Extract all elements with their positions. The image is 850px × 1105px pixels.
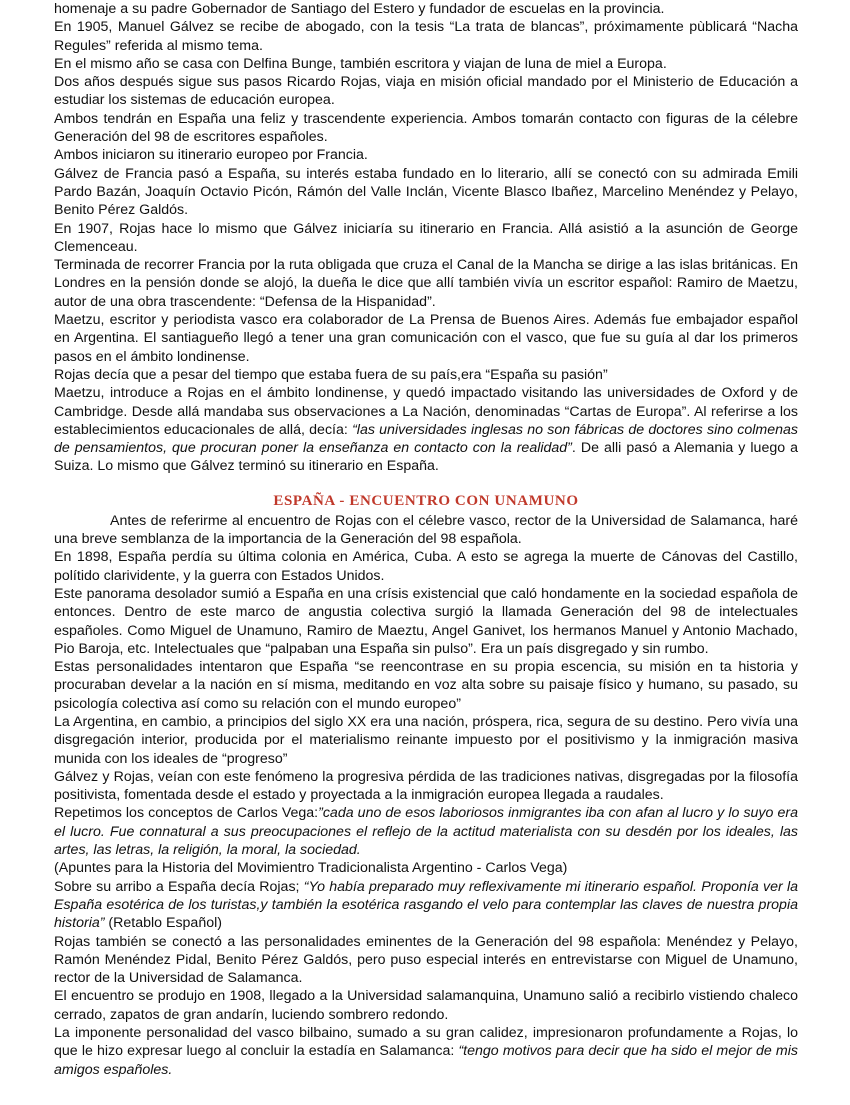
section-heading: ESPAÑA - ENCUENTRO CON UNAMUNO — [273, 492, 579, 509]
text-run: La imponente personalidad del vasco bilbaino, sumado a su gran calidez, impresionaron profundamente a Rojas, lo que le hizo expresar luego al concluir la estadía en Salamanca: — [54, 1025, 798, 1060]
document-page — [54, 0, 798, 1079]
paragraph: En el mismo año se casa con Delfina Bunge, también escritora y viajan de luna de miel a Europa. — [54, 55, 667, 72]
paragraph — [54, 1024, 798, 1079]
paragraph: Rojas decía que a pesar del tiempo que estaba fuera de su país,era “España su pasión” — [54, 366, 608, 383]
paragraph: Maetzu, escritor y periodista vasco era colaborador de La Prensa de Buenos Aires. Además fue embajador español en Argentina. El santiagueño llegó a tener una gran comunicación con el vasco, que fue su guía al dar los primeros pasos en el ámbito londinense. — [54, 312, 798, 365]
text-run: (Retablo Español) — [104, 915, 222, 932]
text-run: . De alli pasó a Alemania y luego a Suiza. Lo mismo que Gálvez terminó su itinerario en España. — [54, 440, 798, 475]
paragraph: Este panorama desolador sumió a España en una crísis existencial que caló hondamente en la sociedad española de entonces. Dentro de este marco de angustia colectiva surgió la llamada Generación del 98 de intelectuales españoles. Como Miguel de Unamuno, Ramiro de Maeztu, Angel Ganivet, los hermanos Manuel y Antonio Machado, Pio Baroja, etc. Intelectuales que “palpaban una España sin pulso”. Era un país disgregado y sin rumbo. — [54, 585, 798, 657]
paragraph: Antes de referirme al encuentro de Rojas con el célebre vasco, rector de la Universidad de Salamanca, haré una breve semblanza de la importancia de la Generación del 98 española. — [54, 512, 798, 548]
paragraph — [54, 384, 798, 475]
text-run: Repetimos los conceptos de Carlos Vega: — [54, 805, 319, 822]
paragraph: En 1907, Rojas hace lo mismo que Gálvez iniciaría su itinerario en Francia. Allá asistió a la asunción de George Clemenceau. — [54, 220, 798, 255]
paragraph: La Argentina, en cambio, a principios del siglo XX era una nación, próspera, rica, segura de su destino. Pero vivía una disgregación interior, producida por el materialismo reinante impuesto por el positivismo y la inmigración masiva munida con los ideales de “progreso” — [54, 713, 798, 767]
paragraph: En 1905, Manuel Gálvez se recibe de abogado, con la tesis “La trata de blancas”, próximamente pùblicará “Nacha Regules” referida al mismo tema. — [54, 19, 798, 54]
paragraph: homenaje a su padre Gobernador de Santiago del Estero y fundador de escuelas en la provincia. — [54, 1, 665, 17]
paragraph — [54, 804, 798, 859]
paragraph — [54, 878, 798, 933]
text-run: Maetzu, introduce a Rojas en el ámbito londinense, y quedó impactado visitando las universidades de Oxford y de Cambridge. Desde allá mandaba sus observaciones a La Nación, denominadas “Cartas de Europa”. Al referirse a los establecimientos educacionales de allá, decía: — [54, 385, 798, 438]
paragraph: En 1898, España perdía su última colonia en América, Cuba. A esto se agrega la muerte de Cánovas del Castillo, polítido clarividente, y la guerra con Estados Unidos. — [54, 549, 798, 584]
citation: (Apuntes para la Historia del Movimientro Tradicionalista Argentino - Carlos Vega) — [54, 860, 568, 877]
paragraph: El encuentro se produjo en 1908, llegado a la Universidad salamanquina, Unamuno salió a recibirlo vistiendo chaleco cerrado, zapatos de gran andarín, luciendo sombrero redondo. — [54, 988, 798, 1023]
paragraph: Gálvez de Francia pasó a España, su interés estaba fundado en lo literario, allí se conectó con su admirada Emili Pardo Bazán, Joaquín Octavio Picón, Rámón del Valle Inclán, Vicente Blasco Ibañez, Marcelino Menéndez y Pelayo, Benito Pérez Galdós. — [54, 165, 798, 219]
italic-quote: ”cada uno de esos laboriosos inmigrantes iba con afan al lucro y lo suyo era el lucro. Fue connatural a sus preocupaciones el reflejo de la actitud materialista con su desdén por los ideales, las artes, las letras, la religión, la moral, la sociedad. — [54, 805, 798, 859]
paragraph: Estas personalidades intentaron que España “se reencontrase en su propia escencia, su misión en ta historia y procuraban develar a la nación en sí misma, meditando en voz alta sobre su paisaje físico y humano, su pasado, su psicología colectiva así como su relación con el mundo europeo” — [54, 659, 798, 712]
paragraph: Ambos tendrán en España una feliz y trascendente experiencia. Ambos tomarán contacto con figuras de la célebre Generación del 98 de escritores españoles. — [54, 110, 798, 146]
paragraph: Dos años después sigue sus pasos Ricardo Rojas, viaja en misión oficial mandado por el Ministerio de Educación a estudiar los sistemas de educación europea. — [54, 74, 798, 109]
italic-quote: “Yo había preparado muy reflexivamente mi itinerario español. Proponía ver la España esotérica de los turistas,y también la esotérica rasgando el velo para contemplar las claves de nuestra propia historia” — [54, 878, 798, 932]
italic-quote: “tengo motivos para decir que ha sido el mejor de mis amigos españoles. — [54, 1043, 798, 1078]
italic-quote: “las universidades inglesas no son fábricas de doctores sino colmenas de pensamientos, que procuran poner la enseñanza en contacto con la realidad” — [54, 421, 798, 457]
paragraph: Ambos iniciaron su itinerario europeo por Francia. — [54, 147, 368, 164]
paragraph: Rojas también se conectó a las personalidades eminentes de la Generación del 98 española: Menéndez y Pelayo, Ramón Menéndez Pidal, Benito Pérez Galdós, pero puso especial interés en entrevistarse con Miguel de Unamuno, rector de la Universidad de Salamanca. — [54, 933, 798, 987]
text-run: Sobre su arribo a España decía Rojas; — [54, 878, 304, 895]
paragraph: Gálvez y Rojas, veían con este fenómeno la progresiva pérdida de las tradiciones nativas, disgregadas por la filosofía positivista, fomentada desde el estado y proyectada a la inmigración europea llegada a raudales. — [54, 768, 798, 804]
paragraph: Terminada de recorrer Francia por la ruta obligada que cruza el Canal de la Mancha se dirige a las islas británicas. En Londres en la pensión donde se alojó, la dueña le dice que allí también vivía un escritor español: Ramiro de Maetzu, autor de una obra trascendente: “Defensa de la Hispanidad”. — [54, 257, 798, 310]
